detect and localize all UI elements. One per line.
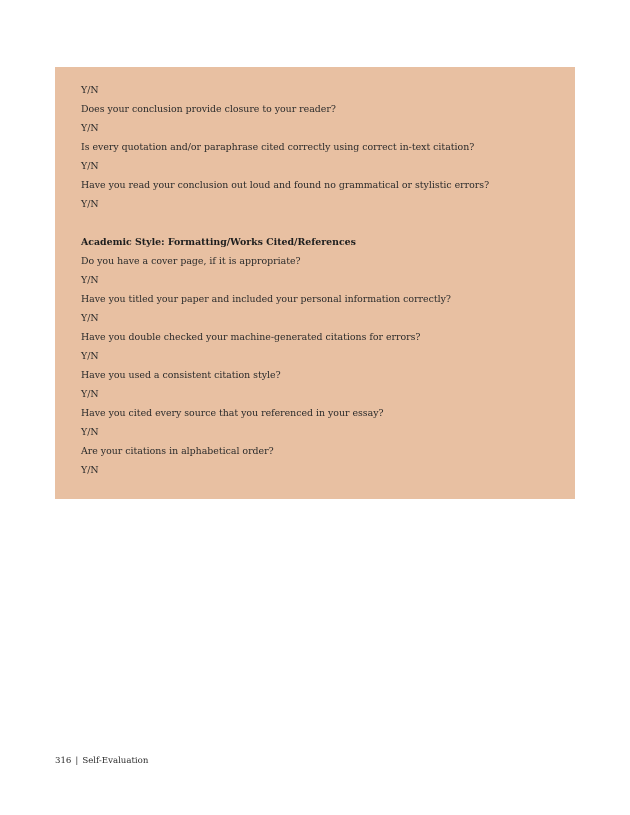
checklist-line: Have you double checked your machine-generated citations for errors? (81, 332, 421, 343)
checklist-line: Y/N (81, 351, 99, 362)
checklist-lines (81, 81, 555, 480)
checklist-line: Have you used a consistent citation style? (81, 370, 281, 381)
checklist-line: Does your conclusion provide closure to your reader? (81, 104, 336, 115)
checklist-line: Y/N (81, 465, 99, 476)
section-spacer (81, 214, 555, 233)
page-footer (55, 755, 148, 767)
checklist-line: Have you read your conclusion out loud and found no grammatical or stylistic errors? (81, 180, 490, 191)
checklist-line: Y/N (81, 161, 99, 172)
checklist-line: Have you titled your paper and included your personal information correctly? (81, 294, 451, 305)
checklist-line: Do you have a cover page, if it is appropriate? (81, 256, 301, 267)
checklist-box (55, 67, 575, 499)
checklist-line: Have you cited every source that you referenced in your essay? (81, 408, 384, 419)
checklist-line: Y/N (81, 199, 99, 210)
checklist-line: Is every quotation and/or paraphrase cited correctly using correct in-text citation? (81, 142, 475, 153)
checklist-line: Are your citations in alphabetical order? (81, 446, 274, 457)
page-number: 316 (55, 756, 72, 766)
footer-separator: | (75, 756, 79, 766)
checklist-line: Y/N (81, 313, 99, 324)
chapter-title: Self-Evaluation (82, 756, 149, 766)
checklist-line: Y/N (81, 389, 99, 400)
section-heading: Academic Style: Formatting/Works Cited/References (81, 237, 356, 248)
checklist-line: Y/N (81, 427, 99, 438)
checklist-line: Y/N (81, 275, 99, 286)
checklist-line: Y/N (81, 123, 99, 134)
checklist-line: Y/N (81, 85, 99, 96)
